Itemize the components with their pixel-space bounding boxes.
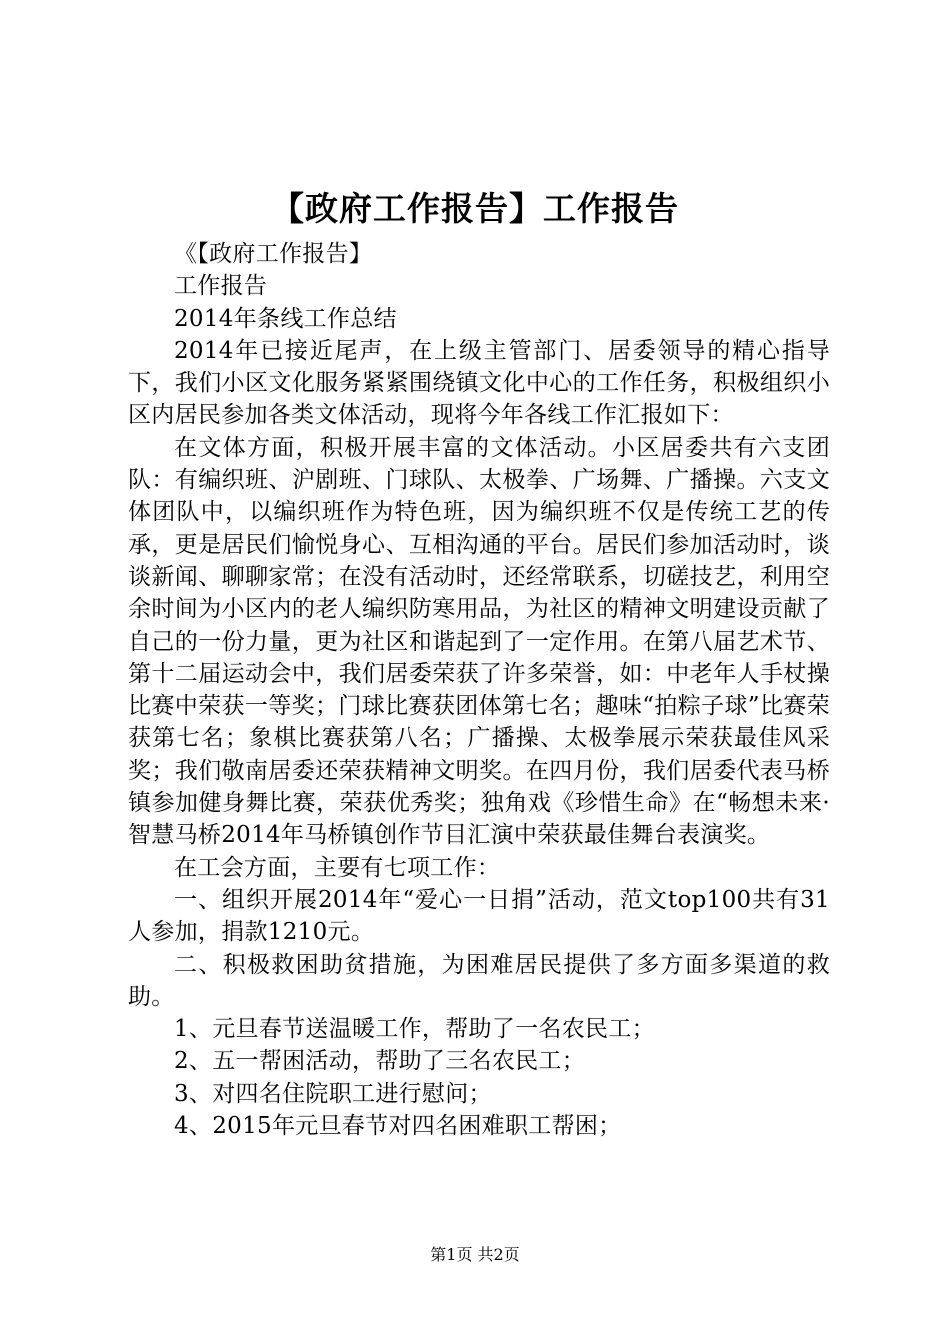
paragraph: 4、2015年元旦春节对四名困难职工帮困； [174, 1113, 622, 1140]
paragraph: 一、组织开展2014年“爱心一日捐”活动，范文top100共有31人参加，捐款1210元。 [128, 886, 830, 946]
paragraph: 《【政府工作报告】 [174, 241, 373, 267]
paragraph: 3、对四名住院职工进行慰问； [174, 1080, 492, 1107]
paragraph: 2014年已接近尾声，在上级主管部门、居委领导的精心指导下，我们小区文化服务紧紧围绕镇文化中心的工作任务，积极组织小区内居民参加各类文体活动，现将今年各线工作汇报如下： [128, 337, 830, 429]
paragraph: 二、积极救困助贫措施，为困难居民提供了多方面多渠道的救助。 [128, 951, 830, 1010]
paragraph: 2014年条线工作总结 [174, 305, 397, 332]
paragraph: 在工会方面，主要有七项工作： [174, 854, 501, 881]
paragraph: 2、五一帮困活动，帮助了三名农民工； [174, 1048, 586, 1075]
paragraph: 工作报告 [174, 273, 268, 300]
page-number-footer: 第1页 共2页 [430, 1245, 520, 1264]
document-title: 【政府工作报告】工作报告 [271, 189, 679, 228]
document-body [128, 238, 830, 1142]
paragraph: 在文体方面，积极开展丰富的文体活动。小区居委共有六支团队：有编织班、沪剧班、门球队、太极拳、广场舞、广播操。六支文体团队中，以编织班作为特色班，因为编织班不仅是传统工艺的传承，更是居民们愉悦身心、互相沟通的平台。居民们参加活动时，谈谈新闻、聊聊家常；在没有活动时，还经常联系，切磋技艺，利用空余时间为小区内的老人编织防寒用品，为社区的精神文明建设贡献了自己的一份力量，更为社区和谐起到了一定作用。在第八届艺术节、第十二届运动会中，我们居委荣获了许多荣誉，如：中老年人手杖操比赛中荣获一等奖；门球比赛获团体第七名；趣味“拍粽子球”比赛荣获第七名；象棋比赛获第八名；广播操、太极拳展示荣获最佳风采奖；我们敬南居委还荣获精神文明奖。在四月份，我们居委代表马桥镇参加健身舞比赛，荣获优秀奖；独角戏《珍惜生命》在“畅想未来·智慧马桥2014年马桥镇创作节目汇演中荣获最佳舞台表演奖。 [128, 434, 830, 849]
paragraph: 1、元旦春节送温暖工作，帮助了一名农民工； [174, 1016, 655, 1043]
